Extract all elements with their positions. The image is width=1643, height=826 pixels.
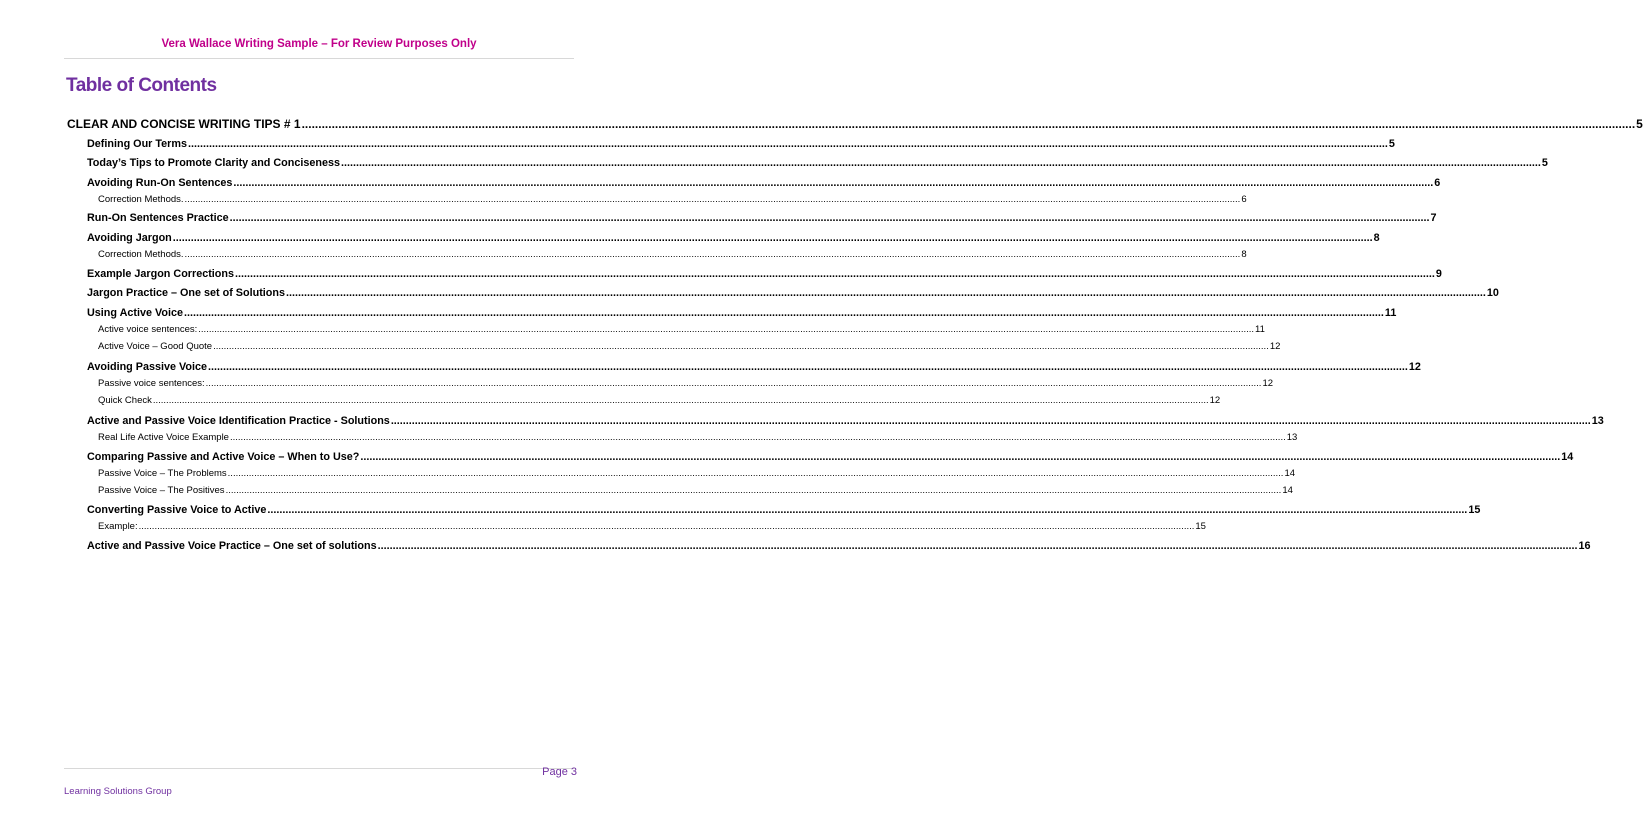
toc-entry-page: 11 [1255,324,1265,335]
toc-entry[interactable] [87,361,1421,373]
toc-entry-page: 8 [1373,232,1380,244]
toc-entry-page: 6 [1434,177,1441,189]
toc-entry-title: Correction Methods. [98,194,184,205]
toc-entry[interactable] [87,287,1499,299]
toc-dot-leader: ................................................................................................................................................................................................................................................................................................................................................................................................................ [213,341,1269,352]
toc-dot-leader: ................................................................................................................................................................................................................................................................................................................................................................................................................ [390,415,1591,427]
toc-title: Table of Contents [66,75,217,96]
toc-entry-title: Passive voice sentences: [98,378,205,389]
toc-entry[interactable] [87,268,1442,280]
toc-dot-leader: ................................................................................................................................................................................................................................................................................................................................................................................................................ [229,212,1430,224]
toc-entry[interactable] [98,432,1298,443]
toc-dot-leader: ................................................................................................................................................................................................................................................................................................................................................................................................................ [360,451,1561,463]
toc-dot-leader: ................................................................................................................................................................................................................................................................................................................................................................................................................ [184,307,1384,319]
toc-dot-leader: ................................................................................................................................................................................................................................................................................................................................................................................................................ [286,287,1486,299]
toc-entry[interactable] [98,395,1221,406]
toc-dot-leader: ................................................................................................................................................................................................................................................................................................................................................................................................................ [172,232,1373,244]
toc-entry-title: Comparing Passive and Active Voice – When to Use? [87,451,360,463]
toc-entry[interactable] [87,451,1574,463]
toc-entry-page: 12 [1209,395,1221,406]
toc-entry-page: 13 [1591,415,1604,427]
toc-entry-title: Defining Our Terms [87,138,187,150]
toc-entry-page: 5 [1388,138,1395,150]
toc-entry[interactable] [87,212,1437,224]
toc-entry-title: Example: [98,521,138,532]
toc-entry-page: 8 [1241,249,1247,260]
toc-entry-page: 14 [1561,451,1574,463]
toc-entry-page: 6 [1241,194,1247,205]
toc-dot-leader: ................................................................................................................................................................................................................................................................................................................................................................................................................ [235,268,1435,280]
toc-entry[interactable] [87,138,1395,150]
toc-dot-leader: ................................................................................................................................................................................................................................................................................................................................................................................................................ [205,378,1262,389]
toc-entry-title: Active and Passive Voice Practice – One set of solutions [87,540,377,552]
toc-entry-title: Using Active Voice [87,307,184,319]
toc-dot-leader: ................................................................................................................................................................................................................................................................................................................................................................................................................ [184,249,1241,260]
toc-entry-title: Avoiding Jargon [87,232,172,244]
toc-entry[interactable] [98,249,1247,260]
toc-entry[interactable] [98,485,1293,496]
toc-entry[interactable] [98,378,1274,389]
toc-entry[interactable] [87,415,1604,427]
toc-entry[interactable] [98,341,1281,352]
toc-dot-leader: ................................................................................................................................................................................................................................................................................................................................................................................................................ [267,504,1468,516]
toc-entry-title: Real Life Active Voice Example [98,432,229,443]
toc-dot-leader: ................................................................................................................................................................................................................................................................................................................................................................................................................ [233,177,1434,189]
toc-entry-page: 12 [1262,378,1274,389]
toc-entry-page: 12 [1408,361,1421,373]
toc-entry-title: Run-On Sentences Practice [87,212,229,224]
toc-entry-page: 5 [1636,117,1643,131]
toc-entry[interactable] [98,324,1265,335]
toc-entry-page: 14 [1284,468,1296,479]
footer-divider [64,768,574,769]
toc-entry[interactable] [87,177,1441,189]
header-divider [64,58,574,59]
toc-entry-page: 12 [1269,341,1281,352]
toc-dot-leader: ................................................................................................................................................................................................................................................................................................................................................................................................................ [187,138,1388,150]
toc-dot-leader: ................................................................................................................................................................................................................................................................................................................................................................................................................ [225,485,1282,496]
toc-dot-leader: ................................................................................................................................................................................................................................................................................................................................................................................................................ [229,432,1286,443]
toc-entry-title: Quick Check [98,395,152,406]
toc-entry-title: CLEAR AND CONCISE WRITING TIPS # 1 [67,117,301,131]
toc-entry-page: 5 [1541,157,1548,169]
toc-entry[interactable] [98,468,1296,479]
toc-entry[interactable] [98,521,1206,532]
toc-entry[interactable] [87,157,1548,169]
toc-entry-title: Active Voice – Good Quote [98,341,213,352]
toc-entry[interactable] [87,504,1481,516]
toc-entry-page: 15 [1195,521,1206,532]
page-number: Page 3 [542,766,577,778]
footer-organization: Learning Solutions Group [64,786,172,797]
toc-entry-title: Avoiding Passive Voice [87,361,208,373]
toc-entry-title: Example Jargon Corrections [87,268,235,280]
toc-dot-leader: ................................................................................................................................................................................................................................................................................................................................................................................................................ [138,521,1195,532]
toc-entry-page: 10 [1486,287,1499,299]
toc-entry-page: 14 [1282,485,1293,496]
page-header: Vera Wallace Writing Sample – For Review Purposes Only [161,38,477,50]
toc-entry-title: Correction Methods. [98,249,184,260]
toc-entry-title: Active and Passive Voice Identification Practice - Solutions [87,415,390,427]
toc-entry-title: Converting Passive Voice to Active [87,504,267,516]
toc-entry-page: 11 [1384,307,1397,319]
toc-entry-title: Jargon Practice – One set of Solutions [87,287,285,299]
toc-dot-leader: ................................................................................................................................................................................................................................................................................................................................................................................................................ [208,361,1408,373]
toc-entry-page: 13 [1286,432,1298,443]
toc-entry-title: Active voice sentences: [98,324,198,335]
toc-entry[interactable] [87,540,1591,552]
toc-dot-leader: ................................................................................................................................................................................................................................................................................................................................................................................................................ [198,324,1255,335]
toc-entry-page: 16 [1578,540,1591,552]
toc-entry[interactable] [87,232,1380,244]
toc-entry-title: Passive Voice – The Problems [98,468,227,479]
toc-entry-title: Avoiding Run-On Sentences [87,177,233,189]
toc-entry-title: Passive Voice – The Positives [98,485,225,496]
toc-dot-leader: ................................................................................................................................................................................................................................................................................................................................................................................................................ [341,157,1541,169]
toc-dot-leader: ................................................................................................................................................................................................................................................................................................................................................................................................................ [152,395,1209,406]
toc-entry[interactable] [87,307,1397,319]
toc-entry-page: 9 [1435,268,1442,280]
toc-entry-page: 15 [1468,504,1481,516]
toc-dot-leader: ................................................................................................................................................................................................................................................................................................................................................................................................................ [301,117,1636,131]
toc-entry-title: Today’s Tips to Promote Clarity and Conciseness [87,157,340,169]
toc-dot-leader: ................................................................................................................................................................................................................................................................................................................................................................................................................ [227,468,1284,479]
toc-dot-leader: ................................................................................................................................................................................................................................................................................................................................................................................................................ [377,540,1578,552]
toc-entry[interactable] [67,117,1643,131]
toc-entry[interactable] [98,194,1247,205]
toc-dot-leader: ................................................................................................................................................................................................................................................................................................................................................................................................................ [184,194,1241,205]
toc-entry-page: 7 [1430,212,1437,224]
